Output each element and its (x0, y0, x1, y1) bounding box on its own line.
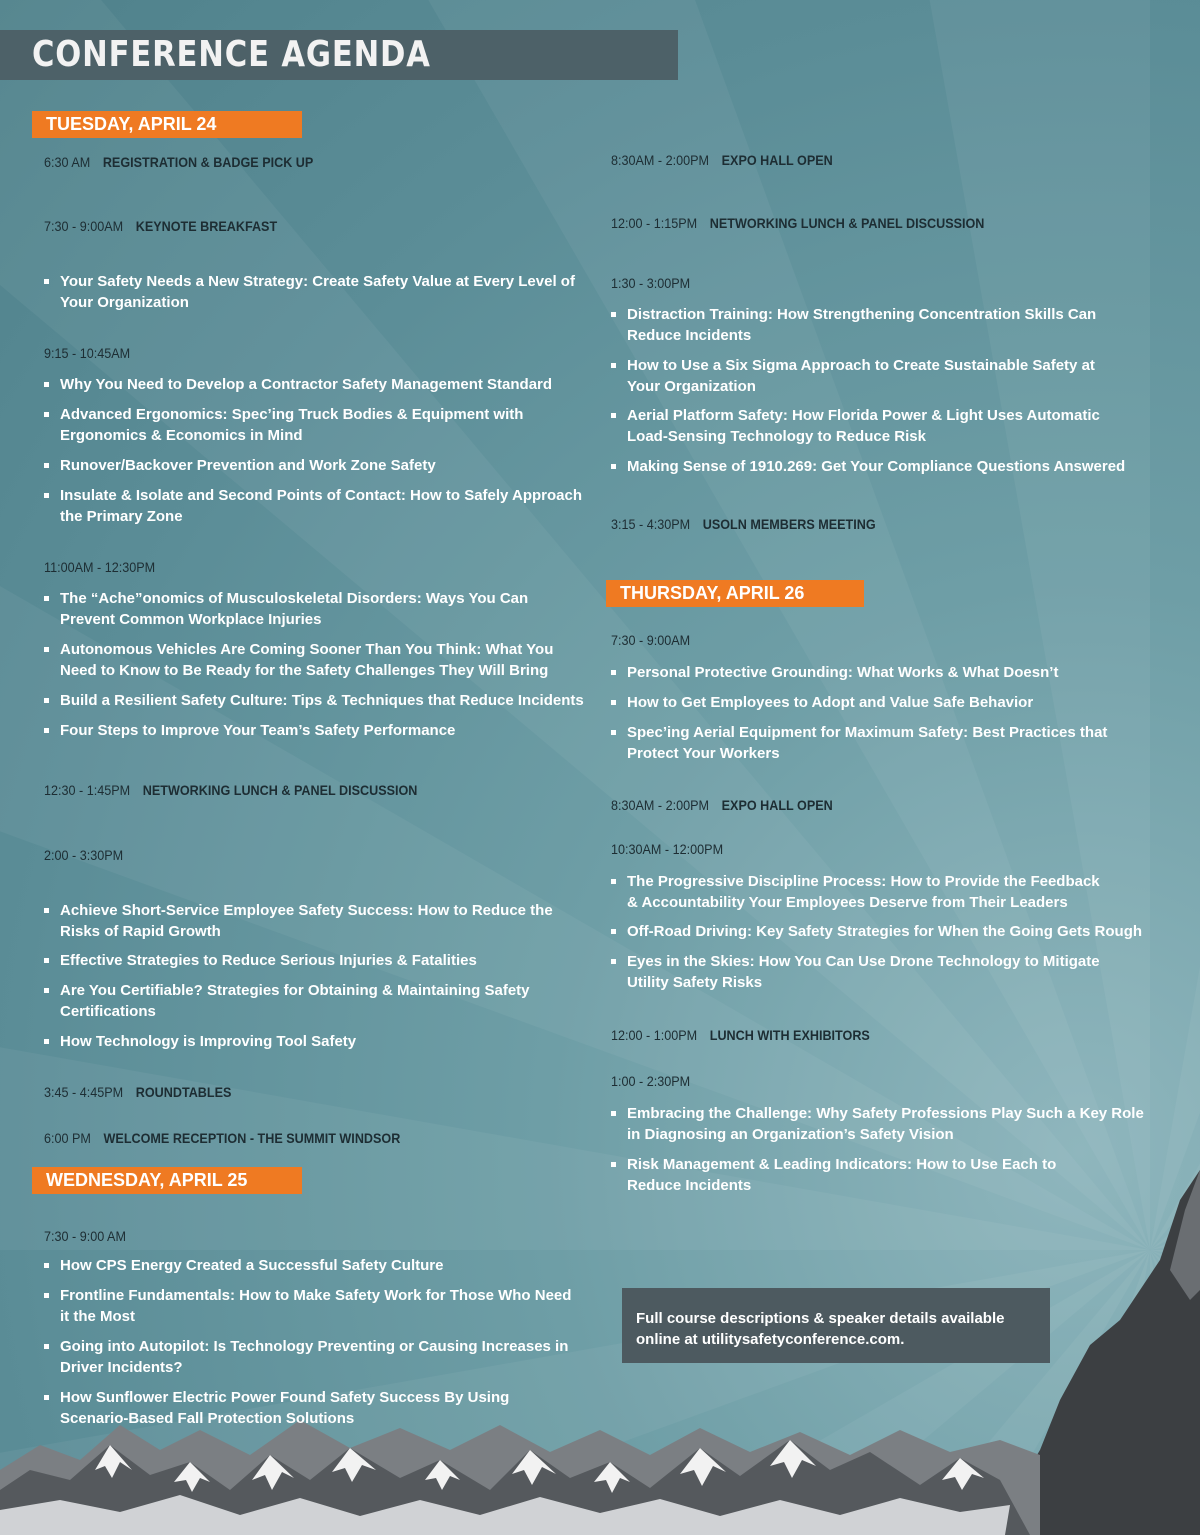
session-title: Making Sense of 1910.269: Get Your Compliance Questions Answered (627, 458, 1126, 475)
page-title: CONFERENCE AGENDA (32, 34, 431, 75)
session-item (44, 1031, 584, 1052)
bullet-square-icon (44, 412, 49, 417)
session-item (44, 485, 584, 527)
bullet-square-icon (611, 464, 616, 469)
session-item (44, 271, 584, 313)
time-slot (44, 154, 313, 170)
time-slot (44, 218, 277, 234)
time-slot (611, 275, 690, 291)
session-item (44, 639, 584, 681)
bullet-square-icon (44, 698, 49, 703)
time-slot (611, 1027, 870, 1043)
bullet-square-icon (44, 493, 49, 498)
time-slot (44, 782, 417, 798)
slot-label: ROUNDTABLES (135, 1084, 232, 1100)
website-note-text: Full course descriptions & speaker details available online at utilitysafetyconference.com. (636, 1310, 1005, 1348)
bullet-square-icon (44, 1395, 49, 1400)
slot-time: 2:00 - 3:30PM (44, 847, 124, 863)
time-slot (611, 1073, 690, 1089)
session-title: The “Ache”onomics of Musculoskeletal Disorders: Ways You Can Prevent Common Workplace Injuries (60, 590, 529, 628)
session-title: How CPS Energy Created a Successful Safety Culture (60, 1257, 444, 1274)
slot-time: 12:00 - 1:15PM (611, 215, 698, 231)
session-item (44, 950, 584, 971)
bullet-square-icon (611, 700, 616, 705)
title-banner (0, 30, 678, 80)
session-item (611, 456, 1151, 477)
session-item (611, 722, 1156, 764)
session-title: Off-Road Driving: Key Safety Strategies for When the Going Gets Rough (627, 923, 1143, 940)
day-banner-tuesday: TUESDAY, APRIL 24 (32, 111, 302, 138)
time-slot (611, 841, 723, 857)
slot-time: 3:15 - 4:30PM (611, 516, 691, 532)
website-note-box (622, 1288, 1050, 1363)
slot-time: 8:30AM - 2:00PM (611, 152, 710, 168)
slot-time: 6:30 AM (44, 154, 91, 170)
slot-time: 1:30 - 3:00PM (611, 275, 691, 291)
bullet-square-icon (611, 879, 616, 884)
time-slot (611, 516, 876, 532)
session-item (611, 871, 1111, 913)
session-title: The Progressive Discipline Process: How to Provide the Feedback & Accountability Your Employees Deserve from Their Leaders (627, 873, 1100, 911)
slot-time: 10:30AM - 12:00PM (611, 841, 724, 857)
session-title: Eyes in the Skies: How You Can Use Drone Technology to Mitigate Utility Safety Risks (627, 953, 1100, 991)
session-item (44, 588, 569, 630)
session-title: Advanced Ergonomics: Spec’ing Truck Bodies & Equipment with Ergonomics & Economics in Mind (60, 406, 524, 444)
time-slot (44, 1084, 231, 1100)
slot-label: NETWORKING LUNCH & PANEL DISCUSSION (709, 215, 985, 231)
slot-time: 7:30 - 9:00AM (611, 632, 691, 648)
session-item (611, 405, 1141, 447)
slot-time: 6:00 PM (44, 1130, 91, 1146)
bullet-square-icon (44, 463, 49, 468)
slot-label: EXPO HALL OPEN (721, 797, 833, 813)
session-item (611, 1103, 1146, 1145)
session-title: Your Safety Needs a New Strategy: Create Safety Value at Every Level of Your Organization (60, 273, 575, 311)
session-item (611, 304, 1141, 346)
bullet-square-icon (611, 363, 616, 368)
bullet-square-icon (44, 958, 49, 963)
slot-time: 7:30 - 9:00 AM (44, 1228, 126, 1244)
time-slot (611, 215, 984, 231)
slot-label: EXPO HALL OPEN (721, 152, 833, 168)
slot-time: 12:00 - 1:00PM (611, 1027, 698, 1043)
time-slot (44, 847, 123, 863)
time-slot (44, 1228, 126, 1244)
bullet-square-icon (611, 929, 616, 934)
day-banner-thursday: THURSDAY, APRIL 26 (606, 580, 864, 607)
time-slot (611, 152, 833, 168)
bullet-square-icon (44, 647, 49, 652)
session-title: How Sunflower Electric Power Found Safety Success By Using Scenario-Based Fall Protection Solutions (60, 1389, 510, 1427)
slot-time: 1:00 - 2:30PM (611, 1073, 691, 1089)
session-item (44, 980, 534, 1022)
bullet-square-icon (611, 670, 616, 675)
bullet-square-icon (44, 1263, 49, 1268)
session-item (611, 662, 1151, 683)
bullet-square-icon (44, 1039, 49, 1044)
session-item (44, 455, 584, 476)
session-title: Aerial Platform Safety: How Florida Power & Light Uses Automatic Load-Sensing Technology to Reduce Risk (627, 407, 1100, 445)
session-title: Going into Autopilot: Is Technology Preventing or Causing Increases in Driver Incidents? (60, 1338, 569, 1376)
session-item (611, 1154, 1111, 1196)
time-slot (44, 1130, 400, 1146)
session-item (44, 1336, 584, 1378)
day-banner-wednesday: WEDNESDAY, APRIL 25 (32, 1167, 302, 1194)
session-title: Distraction Training: How Strengthening Concentration Skills Can Reduce Incidents (627, 306, 1097, 344)
time-slot (44, 345, 130, 361)
slot-time: 3:45 - 4:45PM (44, 1084, 124, 1100)
session-title: Risk Management & Leading Indicators: How to Use Each to Reduce Incidents (627, 1156, 1057, 1194)
slot-label: NETWORKING LUNCH & PANEL DISCUSSION (142, 782, 418, 798)
bullet-square-icon (44, 1293, 49, 1298)
session-title: Embracing the Challenge: Why Safety Professions Play Such a Key Role in Diagnosing an Organization’s Safety Vision (627, 1105, 1144, 1143)
bullet-square-icon (611, 413, 616, 418)
session-title: Autonomous Vehicles Are Coming Sooner Than You Think: What You Need to Know to Be Ready for the Safety Challenges They Will Bring (60, 641, 554, 679)
time-slot (611, 797, 833, 813)
bullet-square-icon (44, 279, 49, 284)
session-item (44, 900, 584, 942)
slot-label: USOLN MEMBERS MEETING (702, 516, 876, 532)
slot-label: KEYNOTE BREAKFAST (135, 218, 278, 234)
bullet-square-icon (611, 1111, 616, 1116)
session-item (44, 404, 564, 446)
session-item (44, 374, 584, 395)
session-title: Four Steps to Improve Your Team’s Safety Performance (60, 722, 456, 739)
slot-label: REGISTRATION & BADGE PICK UP (102, 154, 314, 170)
session-title: Are You Certifiable? Strategies for Obtaining & Maintaining Safety Certifications (60, 982, 530, 1020)
bullet-square-icon (611, 312, 616, 317)
bullet-square-icon (44, 988, 49, 993)
session-title: Spec’ing Aerial Equipment for Maximum Safety: Best Practices that Protect Your Workers (627, 724, 1108, 762)
session-title: How to Use a Six Sigma Approach to Create Sustainable Safety at Your Organization (627, 357, 1095, 395)
session-item (44, 690, 584, 711)
session-title: How Technology is Improving Tool Safety (60, 1033, 357, 1050)
session-title: How to Get Employees to Adopt and Value Safe Behavior (627, 694, 1034, 711)
session-title: Effective Strategies to Reduce Serious Injuries & Fatalities (60, 952, 477, 969)
slot-time: 7:30 - 9:00AM (44, 218, 124, 234)
slot-label: WELCOME RECEPTION - THE SUMMIT WINDSOR (103, 1130, 401, 1146)
bullet-square-icon (611, 959, 616, 964)
session-item (611, 692, 1151, 713)
slot-label: LUNCH WITH EXHIBITORS (709, 1027, 870, 1043)
session-title: Build a Resilient Safety Culture: Tips & Techniques that Reduce Incidents (60, 692, 584, 709)
session-title: Frontline Fundamentals: How to Make Safety Work for Those Who Need it the Most (60, 1287, 572, 1325)
slot-time: 11:00AM - 12:30PM (44, 559, 156, 575)
time-slot (44, 559, 155, 575)
session-title: Runover/Backover Prevention and Work Zone Safety (60, 457, 436, 474)
bullet-square-icon (44, 728, 49, 733)
session-title: Why You Need to Develop a Contractor Safety Management Standard (60, 376, 553, 393)
session-item (44, 1387, 564, 1429)
bullet-square-icon (44, 596, 49, 601)
session-item (44, 1255, 584, 1276)
bullet-square-icon (44, 908, 49, 913)
session-item (44, 1285, 584, 1327)
bullet-square-icon (611, 1162, 616, 1167)
session-title: Insulate & Isolate and Second Points of Contact: How to Safely Approach the Primary Zone (60, 487, 583, 525)
bullet-square-icon (44, 382, 49, 387)
time-slot (611, 632, 690, 648)
session-item (611, 921, 1156, 942)
session-item (611, 355, 1131, 397)
slot-time: 12:30 - 1:45PM (44, 782, 131, 798)
bullet-square-icon (611, 730, 616, 735)
session-title: Achieve Short-Service Employee Safety Success: How to Reduce the Risks of Rapid Growth (60, 902, 553, 940)
session-item (44, 720, 584, 741)
session-title: Personal Protective Grounding: What Works & What Doesn’t (627, 664, 1059, 681)
bullet-square-icon (44, 1344, 49, 1349)
session-item (611, 951, 1141, 993)
slot-time: 8:30AM - 2:00PM (611, 797, 710, 813)
slot-time: 9:15 - 10:45AM (44, 345, 131, 361)
